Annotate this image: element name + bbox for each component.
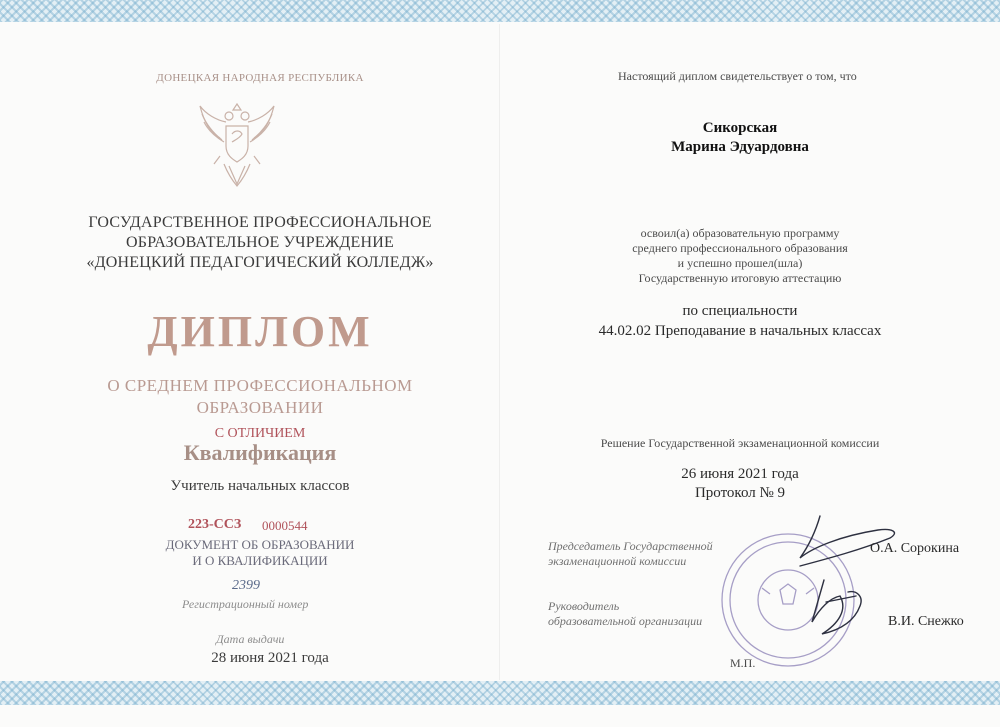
top-decorative-band [0, 0, 1000, 22]
certifies-text: Настоящий диплом свидетельствует о том, что [618, 69, 857, 83]
qualification-value: Учитель начальных классов [170, 478, 350, 494]
institution-line-1: ГОСУДАРСТВЕННОЕ ПРОФЕССИОНАЛЬНОЕ [88, 214, 432, 231]
republic-name: ДОНЕЦКАЯ НАРОДНАЯ РЕСПУБЛИКА [156, 72, 364, 84]
program-line-4: Государственную итоговую аттестацию [638, 271, 842, 285]
institution-line-3: «ДОНЕЦКИЙ ПЕДАГОГИЧЕСКИЙ КОЛЛЕДЖ» [86, 254, 434, 271]
coat-of-arms-emblem [196, 96, 278, 192]
head-label-line-1: Руководитель [548, 599, 620, 613]
page-spine [499, 24, 500, 680]
program-line-1: освоил(а) образовательную программу [640, 226, 840, 240]
registration-number: 2399 [232, 578, 260, 593]
document-title: ДИПЛОМ [147, 307, 373, 356]
document-number: 0000544 [262, 518, 308, 533]
protocol-number: Протокол № 9 [694, 485, 786, 501]
specialty-label: по специальности [682, 303, 798, 319]
institution-line-2: ОБРАЗОВАТЕЛЬНОЕ УЧРЕЖДЕНИЕ [126, 234, 394, 251]
head-name: В.И. Снежко [888, 614, 964, 629]
bottom-decorative-band [0, 681, 1000, 705]
document-type-line-1: ДОКУМЕНТ ОБ ОБРАЗОВАНИИ [165, 537, 355, 552]
program-line-2: среднего профессионального образования [632, 241, 848, 255]
subtitle-line-1: О СРЕДНЕМ ПРОФЕССИОНАЛЬНОМ [107, 376, 413, 395]
head-label-line-2: образовательной организации [548, 614, 703, 628]
program-line-3: и успешно прошел(шла) [677, 256, 803, 270]
registration-number-label: Регистрационный номер [182, 597, 309, 611]
qualification-heading: Квалификация [183, 440, 337, 465]
document-series: 223-ССЗ [188, 517, 242, 532]
seal-place-mark: М.П. [730, 656, 756, 670]
issue-date-label: Дата выдачи [216, 632, 285, 646]
holder-given-names: Марина Эдуардовна [671, 139, 809, 155]
commission-decision: Решение Государственной экзаменационной комиссии [600, 436, 880, 450]
issue-date: 28 июня 2021 года [211, 650, 329, 666]
chair-label-line-1: Председатель Государственной [548, 539, 713, 553]
holder-surname: Сикорская [702, 120, 778, 136]
subtitle-line-2: ОБРАЗОВАНИИ [196, 398, 324, 417]
chair-label-line-2: экзаменационной комиссии [548, 554, 687, 568]
chair-name: О.А. Сорокина [870, 541, 960, 556]
decision-date: 26 июня 2021 года [681, 466, 799, 482]
document-type-line-2: И О КВАЛИФИКАЦИИ [192, 553, 328, 568]
honors-mark: С ОТЛИЧИЕМ [214, 426, 306, 441]
specialty-value: 44.02.02 Преподавание в начальных классах [598, 323, 882, 339]
